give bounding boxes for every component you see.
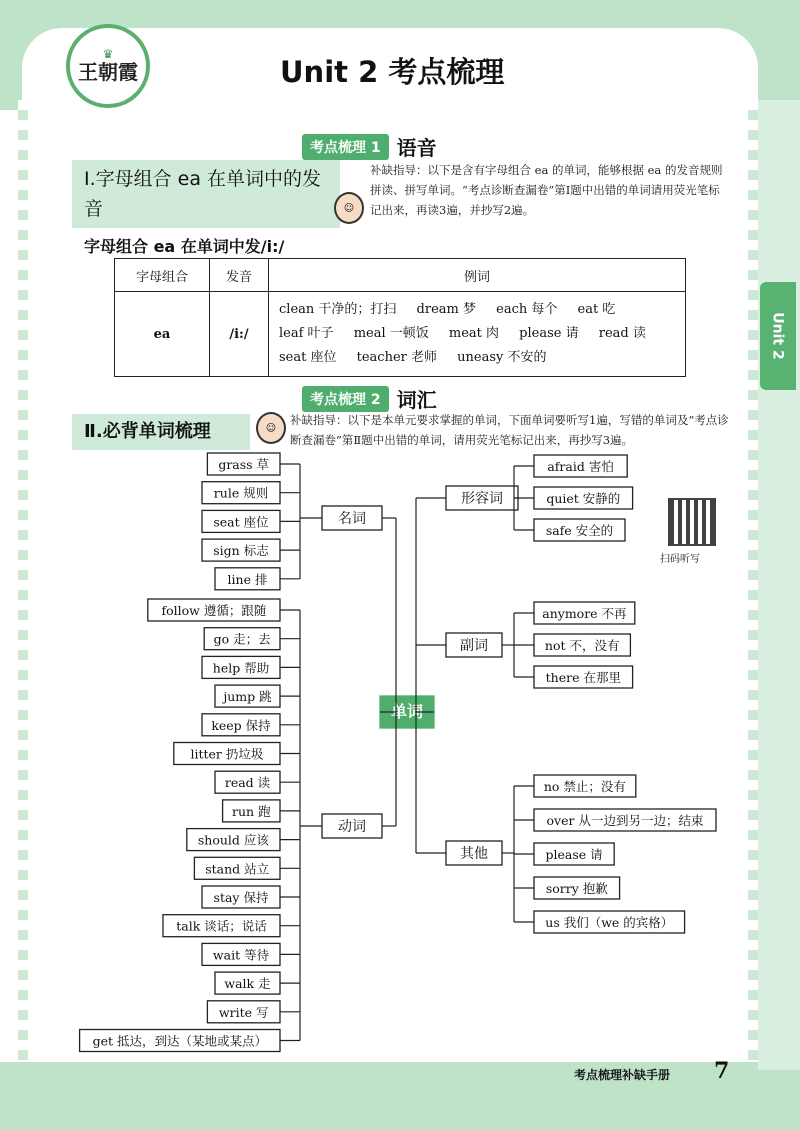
noun-word-label: seat 座位 <box>213 514 269 530</box>
adj-word-label: safe 安全的 <box>545 523 614 538</box>
verb-word-label: follow 遵循；跟随 <box>161 603 267 618</box>
section1-badge: 考点梳理 1 <box>302 134 389 160</box>
verb-word-label: talk 谈话；说话 <box>176 918 267 934</box>
verb-word-label: should 应该 <box>197 832 269 848</box>
example-word: seat 座位 <box>279 350 337 365</box>
brand-logo <box>66 24 150 108</box>
other-word-label: over 从一边到另一边；结束 <box>546 813 704 828</box>
crown-icon: ♛ <box>102 47 114 61</box>
page-title: Unit 2 考点梳理 <box>280 55 505 89</box>
section2-badge: 考点梳理 2 <box>302 386 389 412</box>
example-word: each 每个 <box>496 302 558 317</box>
verb-word-label: walk 走 <box>224 976 271 992</box>
adv-word-label: there 在那里 <box>545 670 621 685</box>
note2: 补缺指导：以下是本单元要求掌握的单词，下面单词要听写1遍，写错的单词及“考点诊断查漏卷”第Ⅱ题中出错的单词，请用荧光笔标记出来，再抄写3遍。 <box>290 413 729 447</box>
verb-word-label: stay 保持 <box>213 890 269 905</box>
col-examples: 例词 <box>269 259 686 292</box>
page-number: 7 <box>714 1058 730 1084</box>
cell-combo: ea <box>115 292 210 377</box>
adj-word-label: quiet 安静的 <box>546 491 621 506</box>
noun-branch-label: 名词 <box>338 511 366 527</box>
noun-word-label: line 排 <box>227 571 268 587</box>
verb-word-label: wait 等待 <box>212 947 270 963</box>
cell-sound: /i:/ <box>210 292 269 377</box>
adj-word-label: afraid 害怕 <box>547 459 614 474</box>
unit-side-tab[interactable]: Unit 2 <box>760 282 796 390</box>
verb-branch-label: 动词 <box>338 819 366 835</box>
col-combo: 字母组合 <box>115 259 210 292</box>
verb-word-label: keep 保持 <box>211 717 271 733</box>
center-node-label: 单词 <box>390 702 424 721</box>
section2-header <box>302 384 437 413</box>
adj-branch-label: 形容词 <box>461 491 503 507</box>
verb-word-label: help 帮助 <box>212 660 270 676</box>
adv-branch-label: 副词 <box>460 638 488 654</box>
noun-word-label: sign 标志 <box>213 543 269 559</box>
example-word: meat 肉 <box>448 326 500 341</box>
student-face-icon: ☺ <box>334 192 364 224</box>
other-word-label: no 禁止；没有 <box>543 779 626 794</box>
section2-title: 词汇 <box>396 388 437 412</box>
table-row <box>115 292 686 377</box>
verb-word-label: jump 跳 <box>223 689 272 705</box>
noun-word-label: rule 规则 <box>213 485 269 501</box>
bottom-border <box>0 1062 800 1130</box>
other-word-label: please 请 <box>545 847 603 862</box>
example-word: eat 吃 <box>577 302 616 317</box>
example-word: teacher 老师 <box>356 350 437 365</box>
verb-word-label: stand 站立 <box>205 861 270 877</box>
section1-header <box>302 132 437 161</box>
verb-word-label: go 走；去 <box>213 631 271 647</box>
other-word-label: sorry 抱歉 <box>545 881 608 896</box>
verb-word-label: run 跑 <box>232 803 271 819</box>
example-word: read 读 <box>598 326 646 341</box>
col-sound: 发音 <box>210 259 269 292</box>
logo-text: 王朝霞 <box>78 60 138 84</box>
cell-examples <box>269 292 686 377</box>
verb-word-label: read 读 <box>224 775 271 791</box>
student-face-icon: ☺ <box>256 412 286 444</box>
subheading1: 字母组合 ea 在单词中发/i:/ <box>84 237 285 256</box>
verb-word-label: get 抵达，到达（某地或某点） <box>92 1033 268 1049</box>
example-word: uneasy 不安的 <box>457 350 547 365</box>
section1-title: 语音 <box>396 136 437 160</box>
footer-text: 考点梳理补缺手册 <box>574 1068 671 1082</box>
verb-word-label: litter 扔垃圾 <box>190 746 264 762</box>
adv-word-label: anymore 不再 <box>542 606 627 621</box>
example-word: clean 干净的；打扫 <box>279 302 397 317</box>
qr-code-icon[interactable] <box>668 498 716 546</box>
other-word-label: us 我们（we 的宾格） <box>545 915 674 930</box>
heading1: Ⅰ.字母组合 ea 在单词中的发音 <box>84 168 322 220</box>
verb-word-label: write 写 <box>218 1004 269 1020</box>
other-branch-label: 其他 <box>460 846 488 862</box>
noun-word-label: grass 草 <box>218 457 270 472</box>
ea-table <box>114 258 686 377</box>
example-word: leaf 叶子 <box>279 326 334 341</box>
example-word: please 请 <box>519 326 579 341</box>
qr-label: 扫码听写 <box>660 554 700 565</box>
heading2: Ⅱ.必背单词梳理 <box>84 421 211 442</box>
note1: 补缺指导：以下是含有字母组合 ea 的单词，能够根据 ea 的发音规则拼读、拼写单词。“考点诊断查漏卷”第Ⅰ题中出错的单词请用荧光笔标记出来，再读3遍，并抄写2遍。 <box>370 163 723 217</box>
example-word: dream 梦 <box>416 302 476 317</box>
example-word: meal 一顿饭 <box>353 326 429 341</box>
adv-word-label: not 不，没有 <box>544 638 620 653</box>
